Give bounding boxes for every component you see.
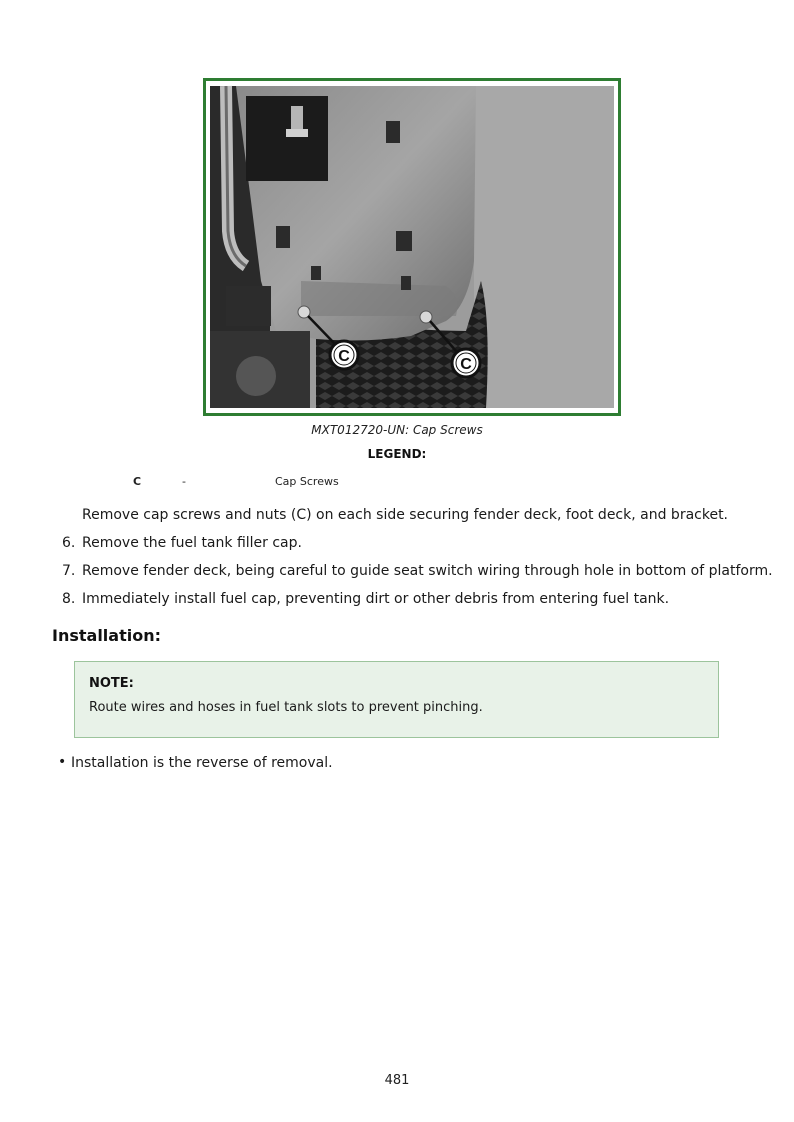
installation-heading: Installation:: [52, 626, 161, 645]
step-text: Remove fender deck, being careful to guide seat switch wiring through hole in bottom of platform.: [82, 563, 773, 579]
figure-cap-screws: [203, 78, 621, 416]
step-text: Immediately install fuel cap, preventing dirt or other debris from entering fuel tank.: [82, 591, 670, 607]
note-title: NOTE:: [89, 676, 134, 691]
step-number: 6.: [62, 535, 76, 551]
legend-title: LEGEND:: [367, 447, 427, 461]
callout-c-right: [452, 349, 480, 377]
callout-c-left: [330, 341, 358, 369]
legend-dash: -: [182, 475, 186, 488]
step-text: Remove the fuel tank filler cap.: [82, 535, 302, 551]
step-number: 7.: [62, 563, 76, 579]
legend-description: Cap Screws: [275, 475, 339, 488]
note-box: [74, 661, 719, 738]
bullet-text: Installation is the reverse of removal.: [71, 755, 333, 771]
note-text: Route wires and hoses in fuel tank slots to prevent pinching.: [89, 700, 483, 715]
callout-c-right-label: C: [460, 356, 472, 373]
figure-caption: MXT012720-UN: Cap Screws: [311, 423, 483, 437]
fender-photo-image: [206, 81, 618, 413]
step-number: 8.: [62, 591, 76, 607]
legend-letter: C: [133, 475, 142, 488]
callout-c-left-label: C: [338, 348, 350, 365]
step-text: Remove cap screws and nuts (C) on each side securing fender deck, foot deck, and bracket.: [82, 507, 729, 523]
bullet-icon: •: [58, 754, 67, 770]
page-number: 481: [384, 1073, 410, 1088]
